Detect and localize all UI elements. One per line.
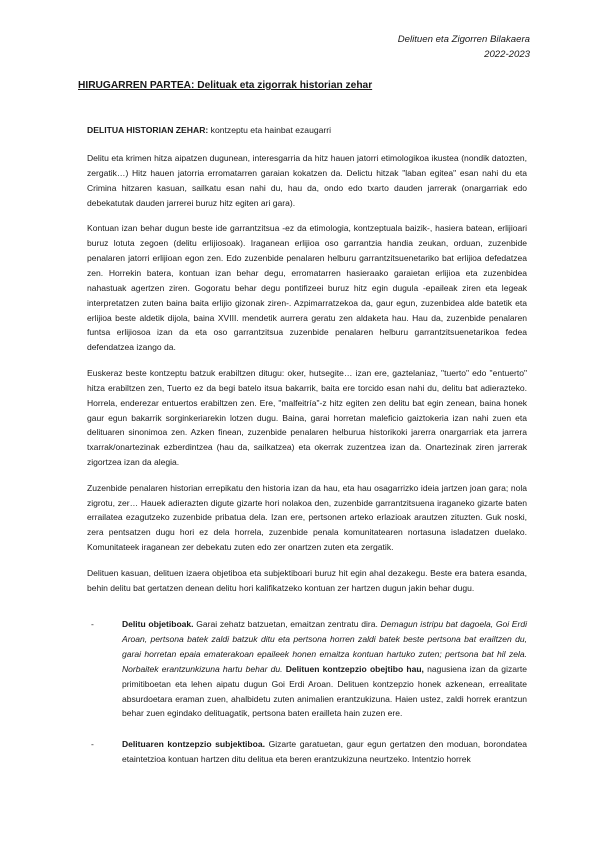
- item-heading: Delituaren kontzepzio subjektiboa.: [122, 739, 265, 750]
- list-item: [87, 617, 527, 721]
- subtitle-rest: kontzeptu eta hainbat ezaugarri: [208, 125, 332, 135]
- list-bullet: -: [91, 739, 94, 750]
- item-text: nagusiena izan da gizarte primitiboetan eta lehen aipatu dugun Goi Erdi Aroan. Delituen kontzepzio honek azkenean, errealitate absurdoetara eraman zuen, ahalbidetu zuten animalien erantzukizuna. Haien ustez, zaldi horrek erantzun behar zuen egindako delituagatik, pertsona baten erailleta hain zuzen ere.: [122, 663, 527, 719]
- list-bullet: -: [91, 619, 94, 629]
- item-heading: Delitu objetiboak.: [122, 619, 194, 629]
- list-item: [87, 737, 527, 767]
- item-text: Gizarte garatuetan, gaur egun gertatzen den moduan, borondatea etaintetzioa kontuan hartzen ditu delitua eta beren erantzukizuna neurtzeko. Intentzio horrek: [122, 739, 527, 765]
- paragraph: Zuzenbide penalaren historian errepikatu den historia izan da hau, eta hau osagarrizko ideia jartzen joan gara; nola zigrotu, zer… Hauek adierazten digute gizarte hori nolakoa den, zuzenbide garrantzitsuena iraganeko gizarte baten errailatea ezagutzeko zuzenbide pribatua dela. Izan ere, pertsonen arteko erlazioak arautzen zituzten. Guk noski, zera pentsatzen dugu hori ez dela horrela, zuzenbide penala komunitatearen nortasuna isladatzen duelako. Komunitateek iraganean zer debekatu zuten edo zer onartzen zuten eta zergatik.: [87, 482, 527, 553]
- header-course-title: Delituen eta Zigorren Bilakaera: [397, 34, 530, 45]
- paragraph: Delituen kasuan, delituen izaera objetiboa eta subjektiboari buruz hit egin ahal dezakegu. Beste era batera esanda, behin delitu bat gertatzen denean delitu hori kalifikatzeko kontuan zer hartzen dugun jakin behar dugu.: [87, 567, 527, 593]
- section-title: HIRUGARREN PARTEA: Delituak eta zigorrak historian zehar: [78, 80, 373, 91]
- subtitle-bold: DELITUA HISTORIAN ZEHAR:: [87, 125, 209, 135]
- paragraph: Euskeraz beste kontzeptu batzuk erabiltzen ditugu: oker, hutsegite… izan ere, gaztelaniaz, "tuerto" edo "entuerto" hitza erabiltzen zen, Tuerto ez da begi batelo itsua bakarrik, baita ere torcido esan nahi du, delitu bat adierazteko. Horrela, enderezar entuertos erabiltzen zen. Ere, "malfeitría"-z hitz egiten zen delitu bat egin zenean, baina honek gaur egun bakarrik sorginkeriarekin lotzen dugu. Baina, garai horretan maleficio gaiztokeria izan nahi zuen eta delituaren sinonimoa zen. Azken finean, zuzenbide penalaren helburua historikoki jarerra onargarriak eta jarrera txarrak/onartezinak ezberdintzea (hau da, sailkatzea) eta okerrak zuzentzea izan da. Onartezinak ziren jarrerak zigortzea izan da alegia.: [87, 367, 527, 468]
- paragraph: Kontuan izan behar dugun beste ide garrantzitsua -ez da etimologia, kontzeptuala baizik-, hasiera batean, erlijioari buruz lotuta zegoen (delitu erlijiosoak). Iraganean erlijioa oso garrantzia handia zeukan, orduan, zuzenbide penalaren jatorri erlijioan egon zen. Edo zuzenbide penalaren helburu garrantzitsuenetariko bat erlijioa defedatzea zen. Horrekin batera, kontuan izan behar degu, erromatarren hasieraako garaietan erlijioa eta zuzenbidea nahastuak agertzen ziren. Gogoratu behar degu pontifizeei buruz hitz egin dugula -epaileak ziren eta legeak interpretatzen zuten baina baita erlijio gizonak ziren-. Azpimarratzekoa da, gaur egun, zuzenbidea alde batetik eta erlijioa beste aldetik dijola, baina XVIII. mendetik aurrera geratu zen aldaketa hau. Hau da, zuzenbide penalaren funtsa erlijiosoa izan da eta oso garrantzitsua zuzenbide penalaren helburu garrantzitsuenetarikoa fedea defendatzea izango da.: [87, 223, 527, 353]
- header-academic-year: 2022-2023: [484, 49, 530, 60]
- paragraph: Delitu eta krimen hitza aipatzen dugunean, interesgarria da hitz hauen jatorri etimologikoa ikustea (nondik datozten, zergatik…) Hitz hauen jatorria erromatarren garaian kokatzen da. Delictu hitzak "laban egitea" esan nahi du eta Crimina hitzaren kasuan, sailkatu esan nahi du, hau da, ondo edo txarto dauden jarrerak (onargarriak edo debekatutak dauden jarrerei buruz hitz egiten ari gara).: [87, 153, 527, 208]
- page-header: [398, 32, 530, 62]
- bullet-list: [87, 617, 527, 783]
- item-example: Demagun istripu bat dagoela, Goi Erdi Aroan, pertsona batek zaldi batzuk ditu eta pertsona horren zaldi batek beste pertsona bat erailtzen du, garai horretan epaia ematerakoan epaileek honen emaitza kontuan hartuko zuten; pertsona bat hil zela. Norbaitek erantzunkizuna hartu behar du.: [122, 619, 528, 674]
- body-text: [87, 151, 527, 606]
- item-emphasis: Delituen kontzepzio obejtibo hau,: [282, 663, 424, 674]
- item-text: Garai zehatz batzuetan, emaitzan zentratu dira.: [193, 619, 381, 629]
- section-subtitle: [87, 125, 331, 135]
